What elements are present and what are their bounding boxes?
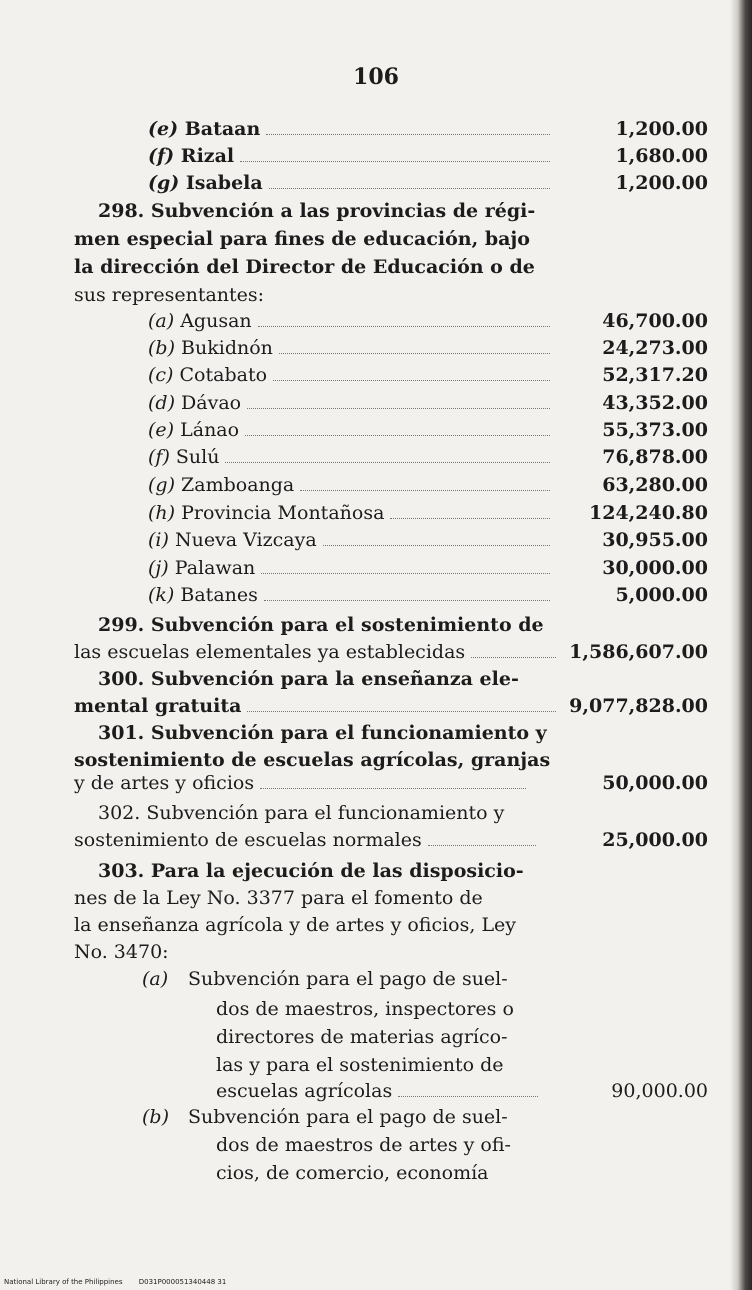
amount-300: 9,077,828.00 (569, 695, 708, 717)
amount-302: 25,000.00 (602, 829, 708, 851)
footer-id: D031P000051340448 31 (138, 1278, 227, 1286)
province-amount: 30,955.00 (602, 529, 708, 551)
item-303a-letter: (a) (142, 968, 169, 990)
province-letter: (b) (148, 337, 175, 359)
item-303a-line4: las y para el sostenimiento de (216, 1054, 504, 1076)
province-letter: (h) (148, 502, 176, 524)
province-item (148, 390, 556, 416)
item-303b-line3: cios, de comercio, economía (216, 1162, 489, 1184)
page-number: 106 (353, 64, 399, 90)
item-299-line2: las escuelas elementales ya establecidas (74, 639, 562, 665)
province-item (148, 527, 556, 553)
amount-rizal: 1,680.00 (615, 145, 708, 167)
province-amount: 46,700.00 (602, 310, 708, 332)
province-letter: (f) (148, 446, 170, 468)
province-item (148, 500, 556, 526)
amount-303a: 90,000.00 (611, 1080, 708, 1102)
province-amount: 30,000.00 (602, 557, 708, 579)
province-item (148, 555, 556, 581)
footer-credit (4, 1278, 226, 1286)
item-303a-line3: directores de materias agríco- (216, 1026, 508, 1048)
province-amount: 52,317.20 (602, 364, 708, 386)
item-303b-letter: (b) (142, 1106, 169, 1128)
item-301-line3: y de artes y oficios (74, 770, 532, 796)
item-303a-line2: dos de maestros, inspectores o (216, 998, 514, 1020)
province-letter: (g) (148, 474, 175, 496)
item-isabela: (g) Isabela (148, 170, 556, 196)
province-name: Bukidnón (181, 337, 273, 359)
province-letter: (e) (148, 419, 175, 441)
province-item (148, 362, 556, 388)
province-letter: (a) (148, 310, 175, 332)
province-amount: 55,373.00 (602, 419, 708, 441)
province-name: Provincia Montañosa (181, 502, 385, 524)
item-298-line3: la dirección del Director de Educación o de (74, 256, 535, 278)
item-303-line2: nes de la Ley No. 3377 para el fomento de (74, 887, 483, 909)
page-edge-shadow (730, 0, 752, 1290)
province-item (148, 335, 556, 361)
province-amount: 124,240.80 (589, 502, 708, 524)
province-item (148, 472, 556, 498)
province-letter: (d) (148, 392, 175, 414)
item-302-line2: sostenimiento de escuelas normales (74, 827, 542, 853)
amount-299: 1,586,607.00 (569, 641, 708, 663)
item-303-line4: No. 3470: (74, 941, 169, 963)
item-303b-line1: Subvención para el pago de suel- (188, 1106, 508, 1128)
province-name: Zamboanga (181, 474, 295, 496)
item-303a-line1: Subvención para el pago de suel- (188, 968, 508, 990)
footer-source: National Library of the Philippines (4, 1278, 123, 1286)
province-name: Dávao (181, 392, 242, 414)
province-item (148, 582, 556, 608)
province-item (148, 308, 556, 334)
province-amount: 5,000.00 (615, 584, 708, 606)
province-letter: (k) (148, 584, 175, 606)
province-letter: (j) (148, 557, 169, 579)
province-name: Cotabato (179, 364, 268, 386)
item-bataan: (e) Bataan (148, 116, 556, 142)
province-amount: 24,273.00 (602, 337, 708, 359)
province-letter: (i) (148, 529, 169, 551)
item-300-line2: mental gratuita (74, 693, 562, 719)
item-301-line1: 301. Subvención para el funcionamiento y (98, 722, 547, 744)
item-298-line4: sus representantes: (74, 284, 265, 306)
item-rizal: (f) Rizal (148, 143, 556, 169)
province-name: Nueva Vizcaya (174, 529, 317, 551)
province-item (148, 444, 556, 470)
province-amount: 76,878.00 (602, 446, 708, 468)
item-303-line3: la enseñanza agrícola y de artes y oficios, Ley (74, 914, 517, 936)
amount-bataan: 1,200.00 (615, 118, 708, 140)
province-amount: 43,352.00 (602, 392, 708, 414)
province-name: Batanes (180, 584, 258, 606)
amount-301: 50,000.00 (602, 772, 708, 794)
province-name: Agusan (180, 310, 252, 332)
item-303a-line5: escuelas agrícolas (216, 1078, 544, 1104)
province-name: Sulú (175, 446, 220, 468)
amount-isabela: 1,200.00 (615, 172, 708, 194)
province-letter: (c) (148, 364, 174, 386)
province-amount: 63,280.00 (602, 474, 708, 496)
item-298-line2: men especial para fines de educación, bajo (74, 228, 530, 250)
item-298-line1: 298. Subvención a las provincias de régi- (98, 200, 536, 222)
item-299-line1: 299. Subvención para el sostenimiento de (98, 614, 544, 636)
item-303-line1: 303. Para la ejecución de las disposicio- (98, 860, 524, 882)
province-item (148, 417, 556, 443)
province-name: Palawan (174, 557, 256, 579)
item-303b-line2: dos de maestros de artes y ofi- (216, 1134, 511, 1156)
item-301-line2: sostenimiento de escuelas agrícolas, granjas (74, 749, 551, 771)
province-name: Lánao (180, 419, 240, 441)
item-300-line1: 300. Subvención para la enseñanza ele- (98, 668, 519, 690)
item-302-line1: 302. Subvención para el funcionamiento y (98, 802, 505, 824)
